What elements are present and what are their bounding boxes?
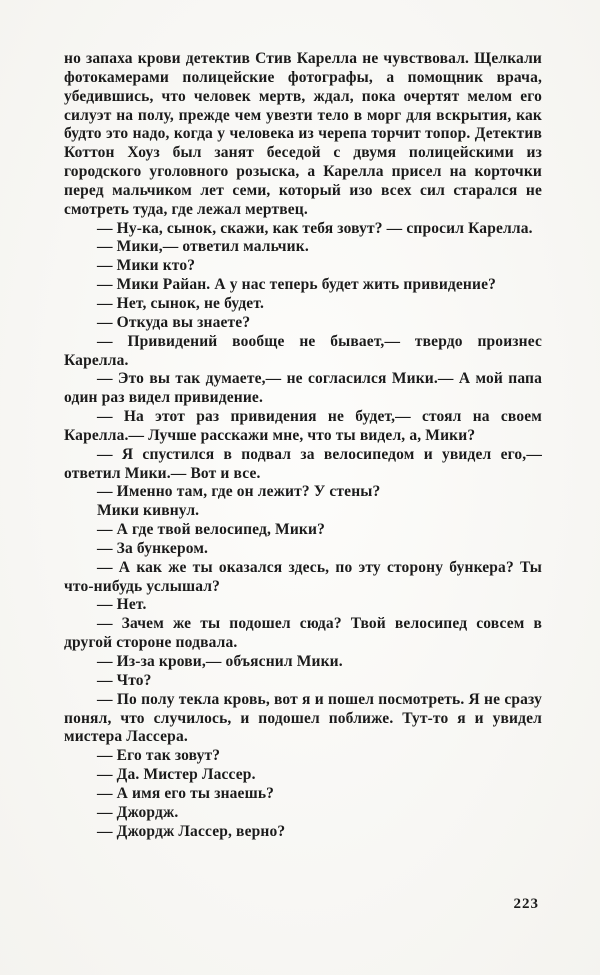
text-block xyxy=(64,50,542,841)
paragraph: — Нет. xyxy=(97,596,147,614)
paragraph: — Откуда вы знаете? xyxy=(97,313,251,331)
paragraph: но запаха крови детектив Стив Карелла не чувствовал. Щелкали фотокамерами полицейские фотографы, а помощник врача, убедившись, что человек мертв, ждал, пока очертят мелом его силуэт на полу, прежде чем увезти тело в морг для вскрытия, как будто это надо, когда у человека из черепа торчит топор. Детектив Коттон Хоуз был занят беседой с двумя полицейскими из городского уголовного розыска, а Карелла присел на корточки перед мальчиком лет семи, который изо всех сил старался не смотреть туда, где лежал мертвец. xyxy=(64,50,542,218)
paragraph: — За бункером. xyxy=(97,539,209,557)
paragraph: — Да. Мистер Лассер. xyxy=(97,766,256,784)
paragraph: — На этот раз привидения не будет,— стоял на своем Карелла.— Лучше расскажи мне, что ты видел, а, Мики? xyxy=(64,408,542,444)
paragraph: — Из-за крови,— объяснил Мики. xyxy=(97,653,343,670)
paragraph: — Зачем же ты подошел сюда? Твой велосипед совсем в другой стороне подвала. xyxy=(64,615,542,652)
paragraph: — А где твой велосипед, Мики? xyxy=(97,521,325,539)
paragraph: — Мики,— ответил мальчик. xyxy=(97,238,309,256)
paragraph: — Ну-ка, сынок, скажи, как тебя зовут? — спросил Карелла. xyxy=(97,219,533,237)
paragraph: — А как же ты оказался здесь, по эту сторону бункера? Ты что-нибудь услышал? xyxy=(64,558,542,595)
paragraph: — Мики кто? xyxy=(97,257,196,275)
paragraph: — Нет, сынок, не будет. xyxy=(97,294,264,312)
paragraph: — Это вы так думаете,— не согласился Мики.— А мой папа один раз видел привидение. xyxy=(64,370,542,407)
paragraph: — Джордж. xyxy=(97,803,179,821)
paragraph: Мики кивнул. xyxy=(97,502,200,520)
page-number: 223 xyxy=(513,896,539,912)
paragraph: — Его так зовут? xyxy=(97,747,221,765)
paragraph: — Джордж Лассер, верно? xyxy=(97,822,286,840)
paragraph: — А имя его ты знаешь? xyxy=(97,784,275,802)
paragraph: — Что? xyxy=(97,671,152,689)
paragraph: — Привидений вообще не бывает,— твердо произнес Карелла. xyxy=(64,332,542,369)
paragraph: — По полу текла кровь, вот я и пошел посмотреть. Я не сразу понял, что случилось, и подошел поближе. Тут-то я и увидел мистера Лассера. xyxy=(64,690,542,746)
paragraph: — Я спустился в подвал за велосипедом и увидел его,— ответил Мики.— Вот и все. xyxy=(64,445,542,482)
paragraph: — Именно там, где он лежит? У стены? xyxy=(97,483,381,501)
paragraph: — Мики Райан. А у нас теперь будет жить привидение? xyxy=(97,276,497,294)
